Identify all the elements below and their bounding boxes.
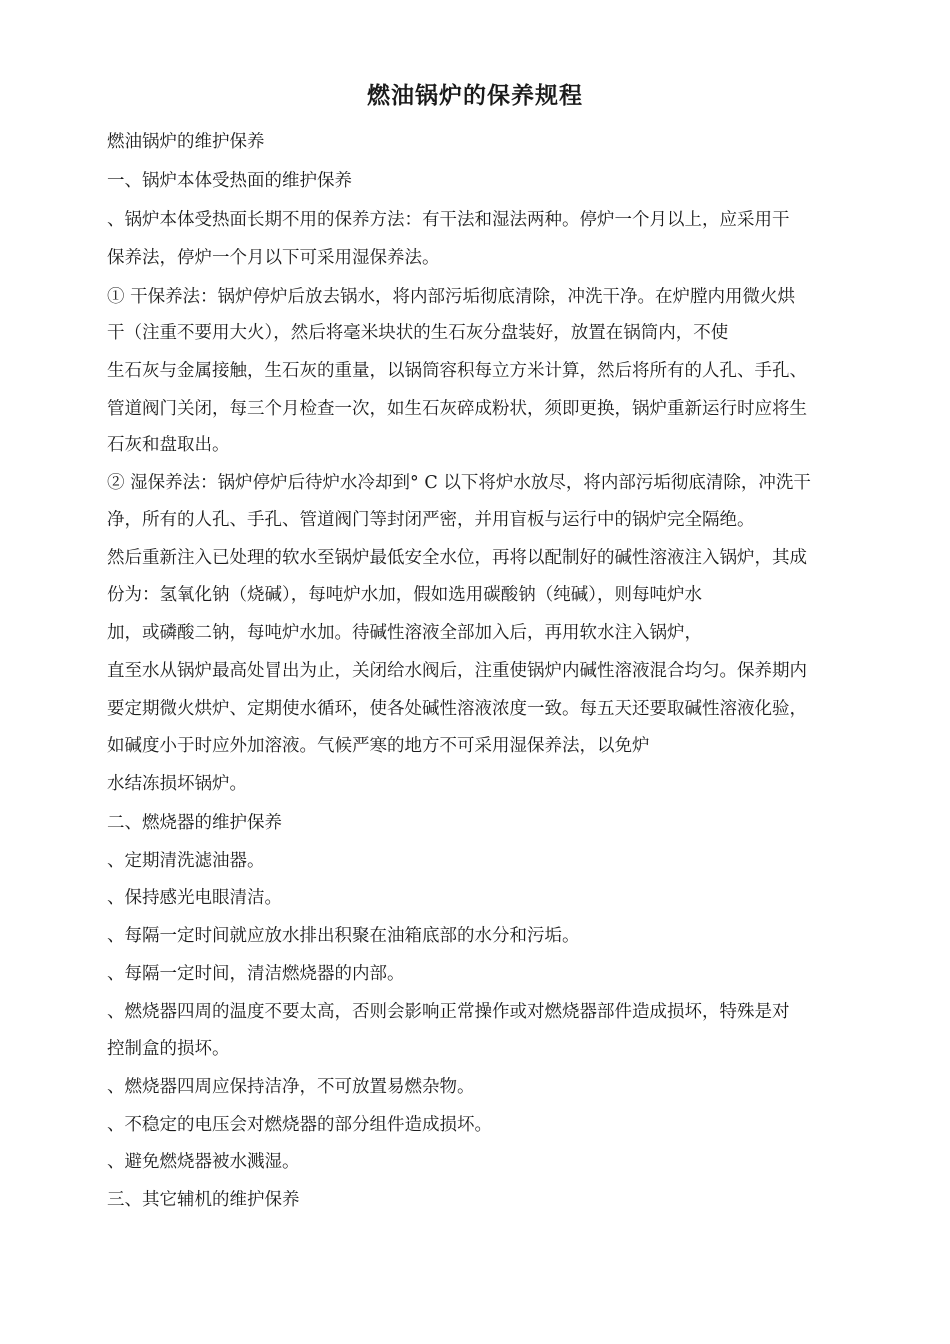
text-line: 如碱度小于时应外加溶液。气候严寒的地方不可采用湿保养法，以免炉 bbox=[107, 736, 650, 756]
document-title: 燃油锅炉的保养规程 bbox=[367, 83, 583, 109]
text-line: 生石灰与金属接触，生石灰的重量，以锅筒容积每立方米计算，然后将所有的人孔、手孔、 bbox=[107, 361, 807, 381]
list-item: 、燃烧器四周应保持洁净，不可放置易燃杂物。 bbox=[107, 1077, 475, 1097]
text-line: 要定期微火烘炉、定期使水循环，使各处碱性溶液浓度一致。每五天还要取碱性溶液化验， bbox=[107, 699, 807, 719]
list-item: 、保持感光电眼清洁。 bbox=[107, 888, 282, 908]
text-line: 然后重新注入已处理的软水至锅炉最低安全水位，再将以配制好的碱性溶液注入锅炉，其成 bbox=[107, 548, 807, 568]
text-line: 控制盒的损坏。 bbox=[107, 1039, 230, 1059]
text-line: 、锅炉本体受热面长期不用的保养方法：有干法和湿法两种。停炉一个月以上，应采用干 bbox=[107, 210, 790, 230]
text-line: 水结冻损坏锅炉。 bbox=[107, 774, 247, 794]
list-item: 、每隔一定时间就应放水排出积聚在油箱底部的水分和污垢。 bbox=[107, 926, 580, 946]
list-item: 、每隔一定时间，清洁燃烧器的内部。 bbox=[107, 964, 405, 984]
list-item: 、定期清洗滤油器。 bbox=[107, 851, 265, 871]
list-item: 、避免燃烧器被水溅湿。 bbox=[107, 1152, 300, 1172]
text-line: 份为：氢氧化钠（烧碱），每吨炉水加，假如选用碳酸钠（纯碱），则每吨炉水 bbox=[107, 585, 702, 605]
text-line: 净，所有的人孔、手孔、管道阀门等封闭严密，并用盲板与运行中的锅炉完全隔绝。 bbox=[107, 510, 755, 530]
text-line: 保养法，停炉一个月以下可采用湿保养法。 bbox=[107, 248, 440, 268]
text-line: 干（注重不要用大火），然后将毫米块状的生石灰分盘装好，放置在锅筒内，不使 bbox=[107, 323, 729, 343]
section-heading: 二、燃烧器的维护保养 bbox=[107, 813, 282, 833]
text-line: 石灰和盘取出。 bbox=[107, 435, 230, 455]
text-line: 直至水从锅炉最高处冒出为止，关闭给水阀后，注重使锅炉内碱性溶液混合均匀。保养期内 bbox=[107, 661, 807, 681]
section-heading: 一、锅炉本体受热面的维护保养 bbox=[107, 171, 352, 191]
list-item: 、燃烧器四周的温度不要太高，否则会影响正常操作或对燃烧器部件造成损坏，特殊是对 bbox=[107, 1002, 790, 1022]
text-line: 管道阀门关闭，每三个月检查一次，如生石灰碎成粉状，须即更换，锅炉重新运行时应将生 bbox=[107, 399, 807, 419]
text-line: ② 湿保养法：锅炉停炉后待炉水冷却到° C 以下将炉水放尽，将内部污垢彻底清除，冲洗干 bbox=[107, 473, 811, 493]
section-heading: 三、其它辅机的维护保养 bbox=[107, 1190, 300, 1210]
list-item: 、不稳定的电压会对燃烧器的部分组件造成损坏。 bbox=[107, 1115, 492, 1135]
text-line: 燃油锅炉的维护保养 bbox=[107, 132, 265, 152]
text-line: 加，或磷酸二钠，每吨炉水加。待碱性溶液全部加入后，再用软水注入锅炉， bbox=[107, 623, 702, 643]
text-line: ① 干保养法：锅炉停炉后放去锅水，将内部污垢彻底清除，冲洗干净。在炉膛内用微火烘 bbox=[107, 287, 796, 307]
